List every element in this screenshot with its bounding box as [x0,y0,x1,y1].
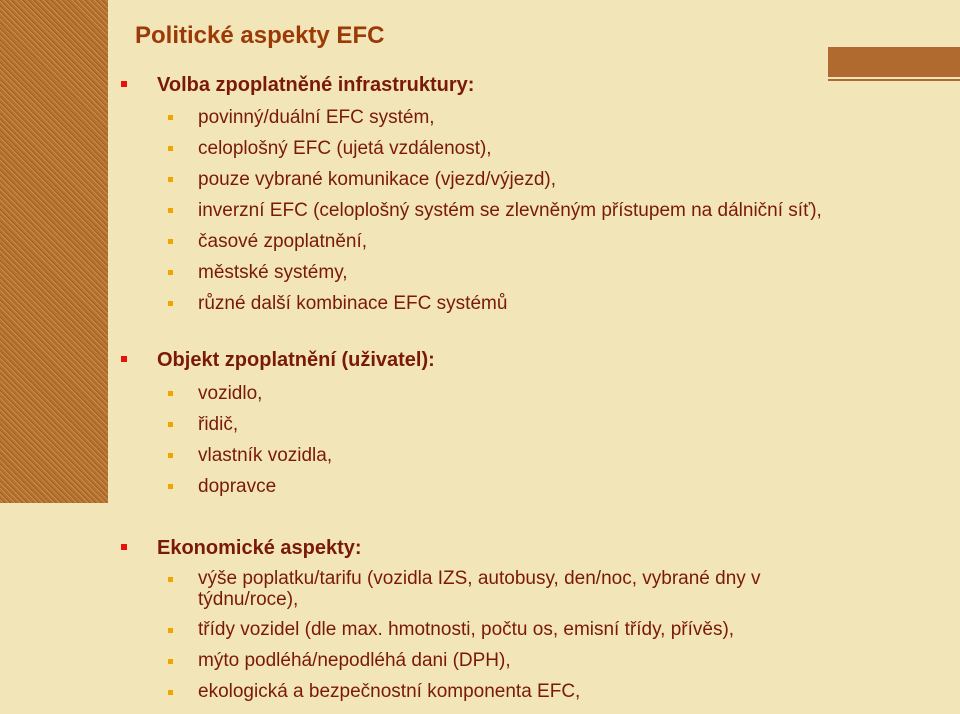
level2-bullet-icon [168,115,173,120]
level2-bullet-icon [168,391,173,396]
list-item: třídy vozidel (dle max. hmotnosti, počtu os, emisní třídy, přívěs), [198,619,735,640]
level2-bullet-icon [168,301,173,306]
level2-bullet-icon [168,270,173,275]
list-item: vlastník vozidla, [198,445,333,466]
list-item: městské systémy, [198,262,348,283]
level1-bullet-icon [121,544,127,550]
list-item: dopravce [198,476,277,497]
section-heading: Ekonomické aspekty: [157,537,362,559]
level2-bullet-icon [168,577,173,582]
list-item: výše poplatku/tarifu (vozidla IZS, autobusy, den/noc, vybrané dny v [198,568,761,589]
level1-bullet-icon [121,356,127,362]
list-item-continuation: týdnu/roce), [198,589,299,610]
list-item: pouze vybrané komunikace (vjezd/výjezd), [198,169,557,190]
slide-title: Politické aspekty EFC [135,22,385,49]
level2-bullet-icon [168,628,173,633]
level2-bullet-icon [168,453,173,458]
level2-bullet-icon [168,146,173,151]
section-heading: Objekt zpoplatnění (uživatel): [157,349,435,371]
list-item: povinný/duální EFC systém, [198,107,435,128]
level2-bullet-icon [168,659,173,664]
level2-bullet-icon [168,484,173,489]
list-item: řidič, [198,414,239,435]
list-item: časové zpoplatnění, [198,231,368,252]
list-item: celoplošný EFC (ujetá vzdálenost), [198,138,492,159]
list-item: ekologická a bezpečnostní komponenta EFC, [198,681,581,702]
list-item: vozidlo, [198,383,263,404]
level2-bullet-icon [168,239,173,244]
level2-bullet-icon [168,208,173,213]
list-item: inverzní EFC (celoplošný systém se zlevněným přístupem na dálniční síť), [198,200,822,221]
level2-bullet-icon [168,690,173,695]
section-heading: Volba zpoplatněné infrastruktury: [157,74,475,96]
level2-bullet-icon [168,177,173,182]
list-item: mýto podléhá/nepodléhá dani (DPH), [198,650,511,671]
level1-bullet-icon [121,81,127,87]
list-item: různé další kombinace EFC systémů [198,293,508,314]
level2-bullet-icon [168,422,173,427]
